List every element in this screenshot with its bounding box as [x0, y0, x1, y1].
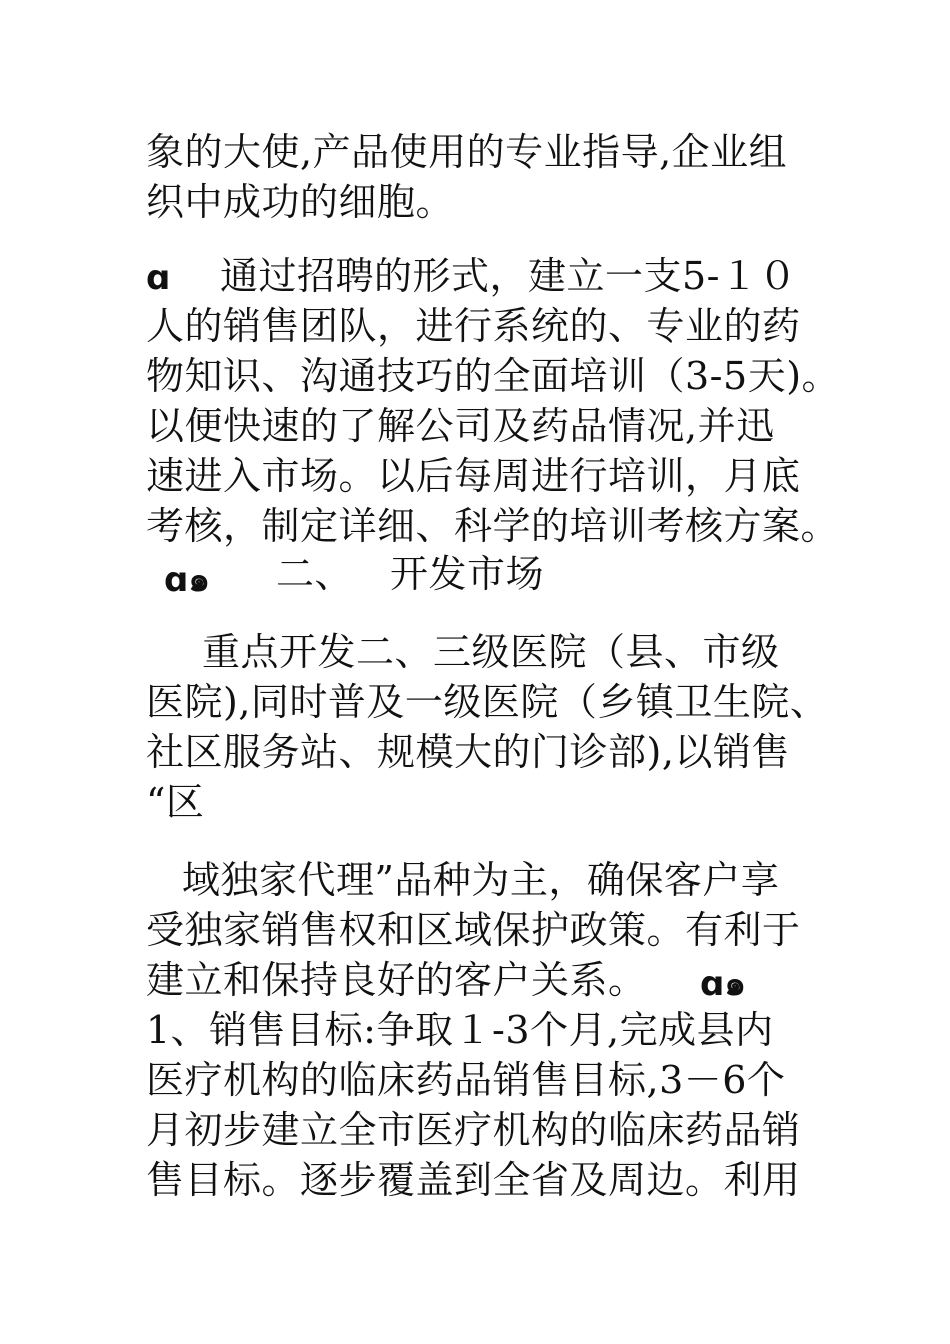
text-line-16: 1、销售目标:争取１-3个月,完成县内: [146, 1008, 774, 1052]
text-line-9: 重点开发二、三级医院（县、市级: [202, 630, 780, 674]
text-line-10: 医院),同时普及一级医院（乡镇卫生院、: [146, 680, 829, 724]
text-line-7: 速进入市场。以后每周进行培训，月底: [146, 454, 801, 498]
text-line-8: 考核，制定详细、科学的培训考核方案。: [146, 504, 840, 548]
text-line-19: 售目标。逐步覆盖到全省及周边。利用: [146, 1158, 801, 1202]
text-line-15: 建立和保持良好的客户关系。: [146, 958, 647, 1002]
text-line-12: “区: [146, 780, 205, 824]
text-line-6: 以便快速的了解公司及药品情况,并迅: [146, 404, 775, 448]
text-line-4: 人的销售团队，进行系统的、专业的药: [146, 304, 801, 348]
text-line-14: 受独家销售权和区域保护政策。有利于: [146, 908, 801, 952]
section-heading: 开发市场: [390, 552, 545, 596]
text-line-1: 象的大使,产品使用的专业指导,企业组: [146, 130, 788, 174]
text-line-5: 物知识、沟通技巧的全面培训（3-5天)。: [146, 354, 841, 398]
text-line-11: 社区服务站、规模大的门诊部),以销售: [146, 730, 790, 774]
text-line-3: 通过招聘的形式，建立一支5-１０: [220, 254, 798, 298]
list-marker-3: ɑ๑: [700, 964, 746, 1004]
list-marker-1: ɑ: [146, 258, 171, 298]
text-line-18: 月初步建立全市医疗机构的临床药品销: [146, 1108, 801, 1152]
list-marker-2: ɑ๑: [164, 560, 210, 600]
section-number: 二、: [276, 552, 354, 596]
text-line-13: 域独家代理”品种为主，确保客户享: [182, 858, 780, 902]
text-line-17: 医疗机构的临床药品销售目标,3－6个: [146, 1058, 786, 1102]
text-line-2: 织中成功的细胞。: [146, 180, 455, 224]
